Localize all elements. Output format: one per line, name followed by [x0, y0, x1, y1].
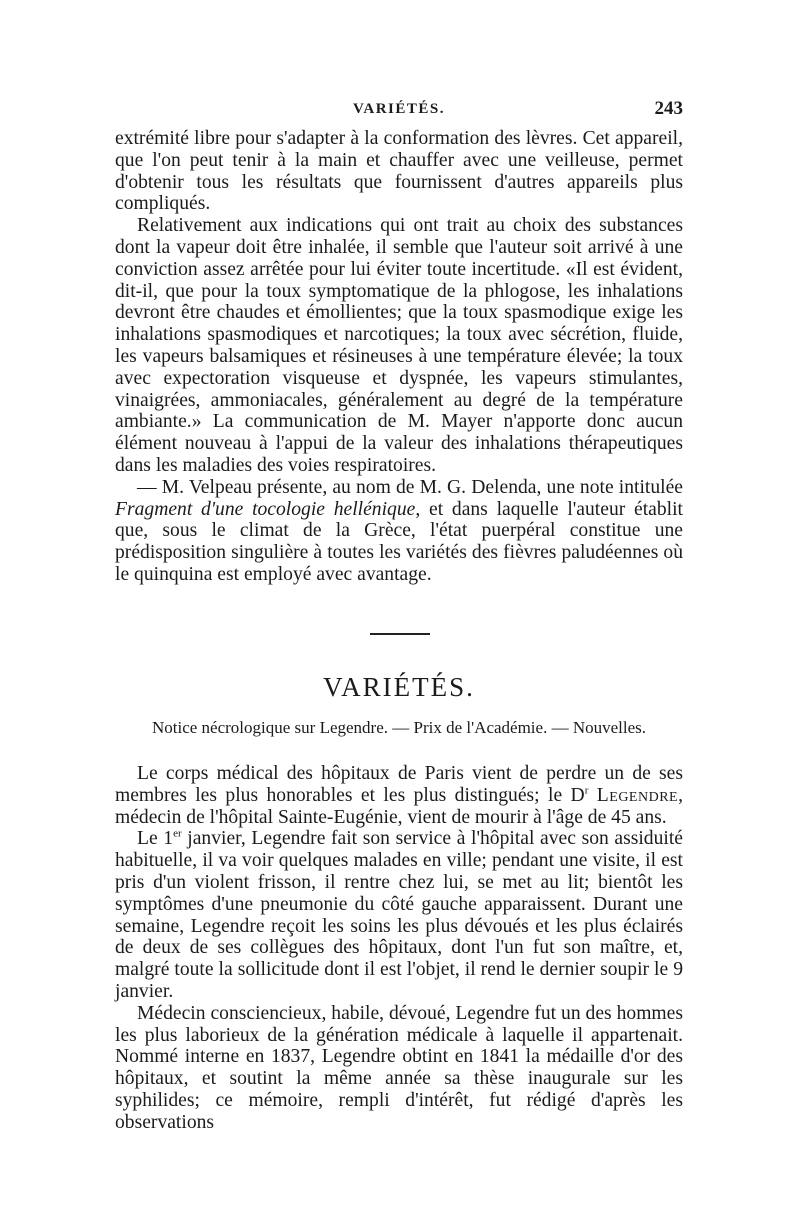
paragraph-apparatus: extrémité libre pour s'adapter à la conformation des lèvres. Cet appareil, que l'on peut tenir à la main et chauffer avec une veilleuse, permet d'obtenir tous les résultats que fournissent d'autres appareils plus compliqués. — [115, 128, 683, 215]
paragraph-career: Médecin consciencieux, habile, dévoué, Legendre fut un des hommes les plus laborieux de la génération médicale à laquelle il appartenait. Nommé interne en 1837, Legendre obtint en 1841 la médaille d'or des hôpitaux, et soutint la même année sa thèse inaugurale sur les syphilides; ce mémoire, rempli d'intérêt, fut rédigé d'après les observations — [115, 1002, 683, 1133]
running-head — [115, 97, 683, 123]
velpeau-text-start: — M. Velpeau présente, au nom de M. G. Delenda, une note intitulée — [137, 476, 683, 498]
paragraph-inhalations: Relativement aux indications qui ont trait au choix des substances dont la vapeur doit être inhalée, il semble que l'auteur soit arrivé à une conviction assez arrêtée pour lui éviter toute incertitude. «Il est évident, dit-il, que pour la toux symptomatique de la phlogose, les inhalations devront être chaudes et émollientes; que la toux spasmodique exige les inhalations spasmodiques et narcotiques; la toux avec sécrétion, fluide, les vapeurs balsamiques et résineuses à une température élevée; la toux avec expectoration visqueuse et dyspnée, les vapeurs stimulantes, vinaigrées, ammoniacales, généralement au degré de la température ambiante.» La communication de M. Mayer n'apporte donc aucun élément nouveau à l'appui de la valeur des inhalations thérapeutiques dans les maladies des voies respiratoires. — [115, 215, 683, 476]
paragraph-velpeau — [115, 477, 683, 586]
legendre-name: Legendre — [596, 784, 679, 806]
section-title: VARIÉTÉS. — [323, 672, 475, 702]
illness-text-end: janvier, Legendre fait son service à l'hôpital avec son assiduité habituelle, il va voir quelques malades en ville; pendant une visite, il est pris d'un violent frisson, il rentre chez lui, se met au lit; bientôt les symptômes d'une pneumonie du côté gauche apparaissent. Durant une semaine, Legendre reçoit les soins les plus dévoués et les plus éclairés de deux de ses collègues des hôpitaux, dont l'un fut son maître, et, malgré toute la sollicitude dont il est l'objet, il rend le dernier soupir le 9 janvier. — [115, 828, 683, 1002]
running-title: VARIÉTÉS. — [352, 101, 445, 117]
work-title: Fragment d'une tocologie hellénique — [115, 498, 416, 520]
doctor-superscript: r — [584, 784, 589, 797]
section-divider — [370, 633, 430, 635]
ordinal-superscript: er — [173, 827, 182, 840]
illness-text-start: Le 1 — [137, 828, 174, 850]
notice-text-end: , médecin de l'hôpital Sainte-Eugénie, vient de mourir à l'âge de 45 ans. — [115, 784, 683, 828]
paragraph-illness — [115, 828, 683, 1002]
continued-text-block — [115, 128, 683, 586]
section-subtitle: Notice nécrologique sur Legendre. — Prix de l'Académie. — Nouvelles. — [151, 718, 647, 737]
page-number: 243 — [654, 98, 683, 119]
notice-text-start: Le corps médical des hôpitaux de Paris vient de perdre un de ses membres les plus honorables et les plus distingués; le D — [115, 763, 683, 806]
obituary-text-block — [115, 763, 683, 1134]
velpeau-text-end: , et dans laquelle l'auteur établit que, sous le climat de la Grèce, l'état puerpéral constitue une prédisposition singulière à toutes les variétés des fièvres paludéennes où le quinquina est employé avec avantage. — [115, 498, 683, 585]
paragraph-death-notice — [115, 763, 683, 828]
